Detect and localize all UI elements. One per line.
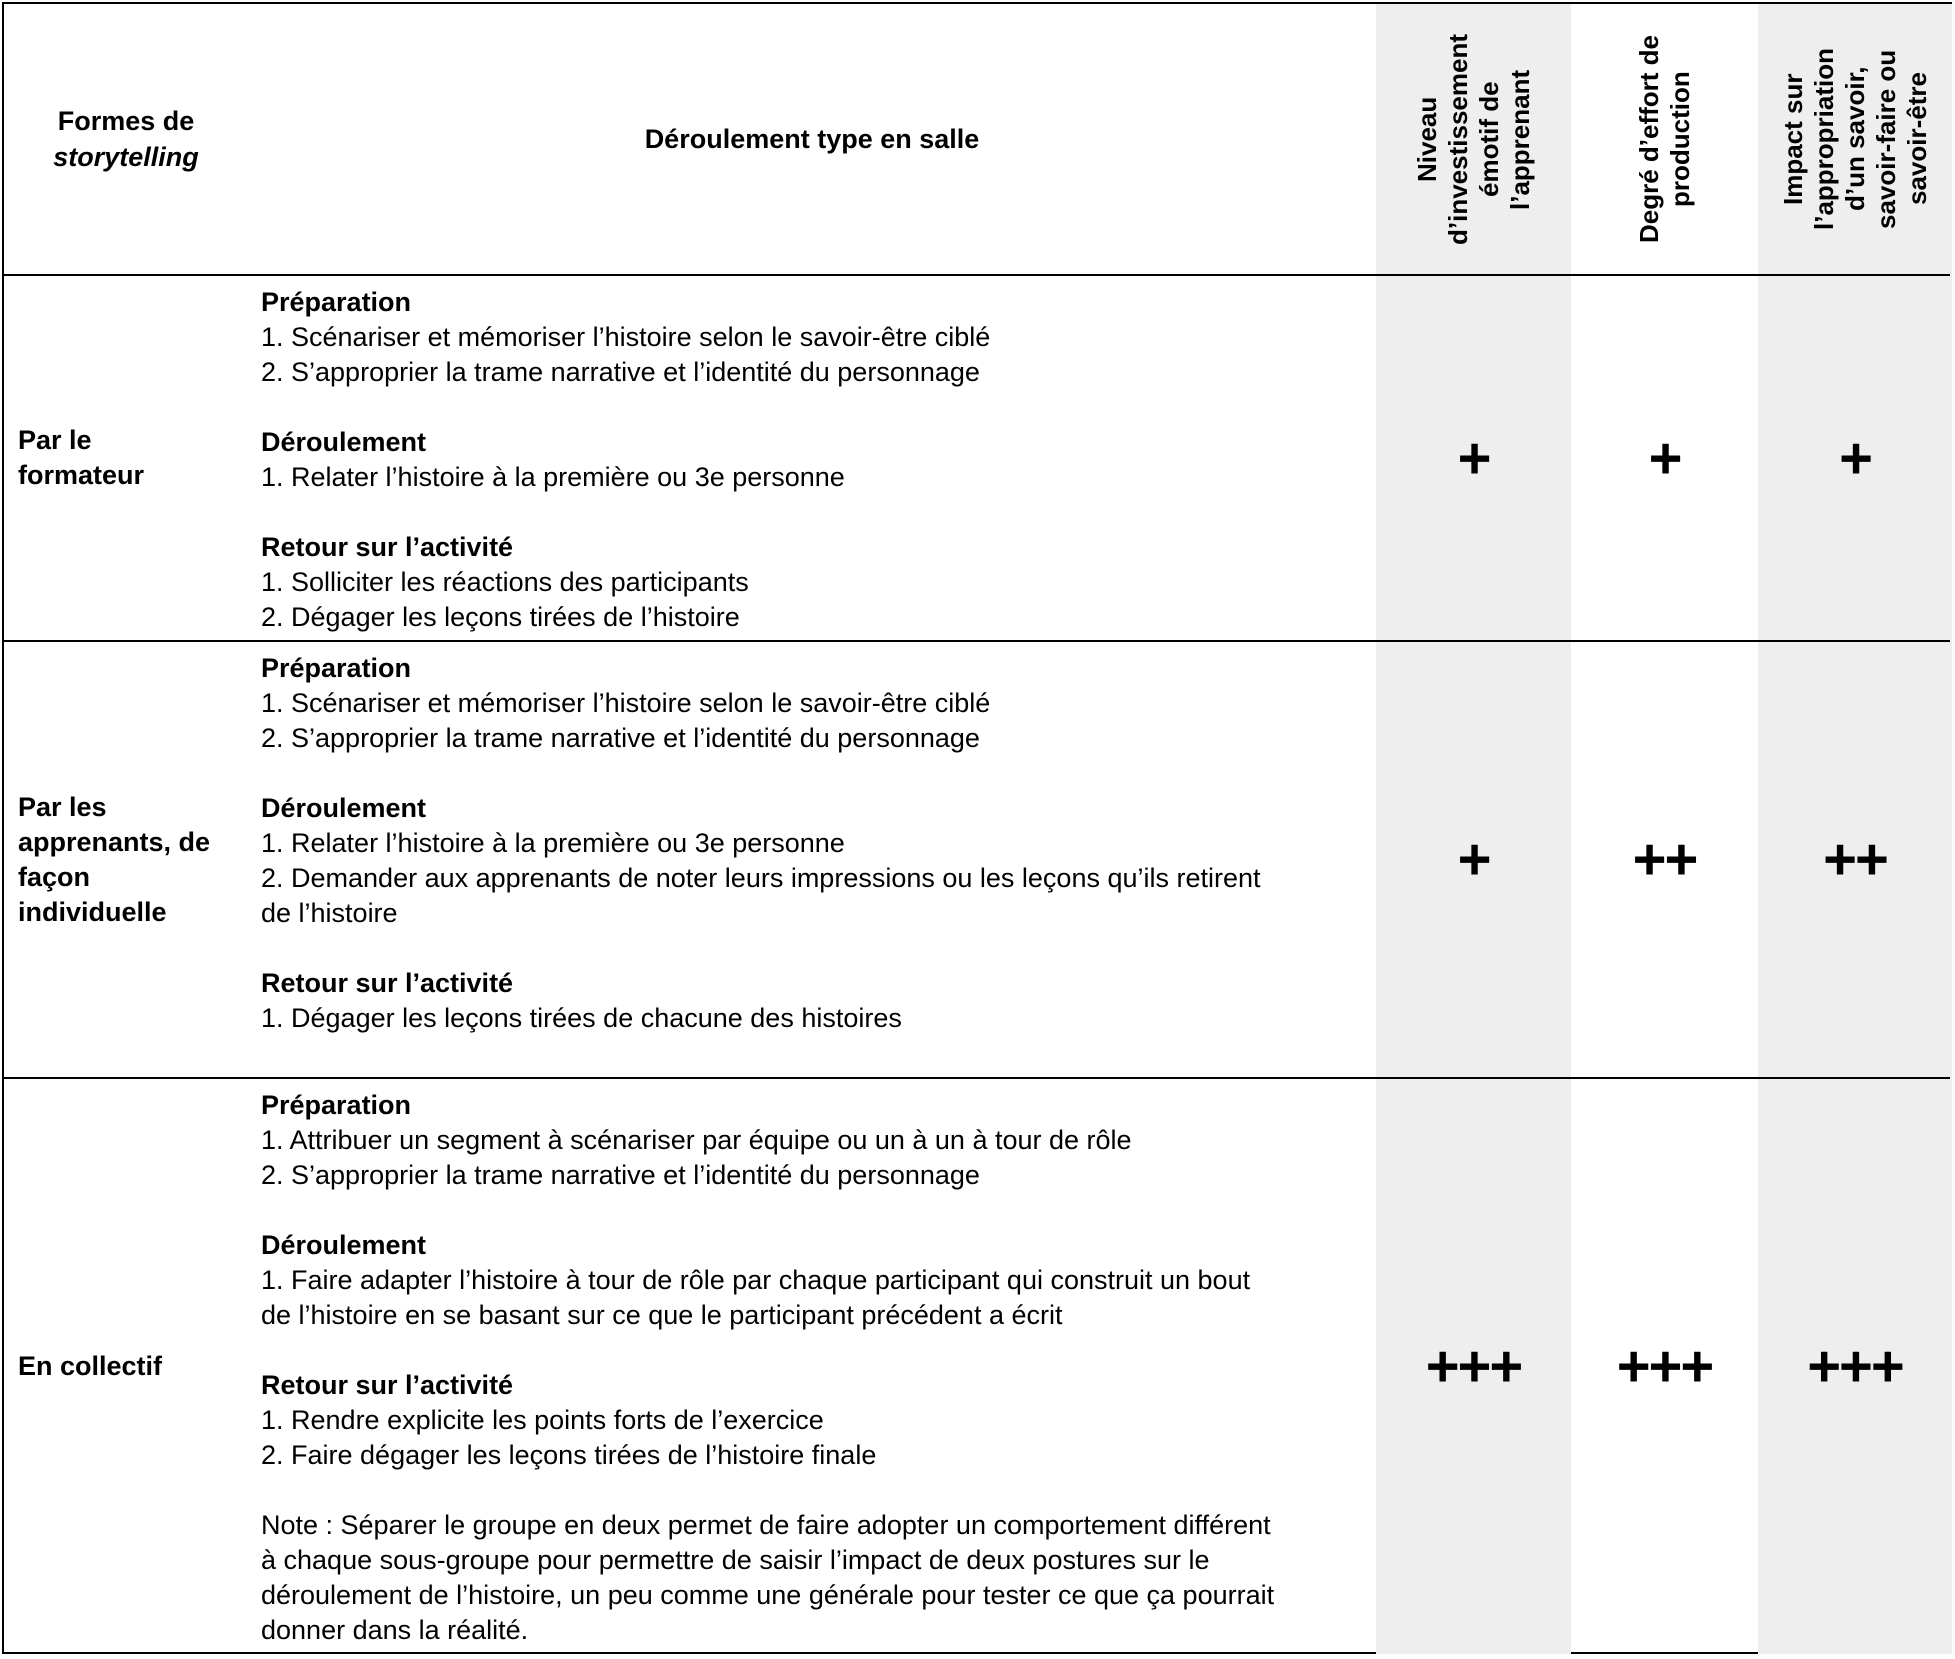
note-line: donner dans la réalité. bbox=[261, 1615, 529, 1645]
step-line: 2. Demander aux apprenants de noter leurs impressions ou les leçons qu’ils retirent bbox=[261, 863, 1261, 893]
header-col2-line: Degré d’effort de bbox=[1633, 34, 1664, 244]
header-col1-line: l’apprenant bbox=[1504, 68, 1535, 210]
step-line: 1. Relater l’histoire à la première ou 3e personne bbox=[261, 828, 845, 858]
storytelling-table bbox=[2, 2, 1952, 1654]
row-label-collectif bbox=[18, 1079, 248, 1654]
step-line: 2. S’approprier la trame narrative et l’identité du personnage bbox=[261, 357, 980, 387]
header-col3-line: savoir-être bbox=[1901, 72, 1932, 206]
section-title-deroulement: Déroulement bbox=[261, 1230, 427, 1260]
section-title-retour: Retour sur l’activité bbox=[261, 968, 514, 998]
row-content-formateur bbox=[261, 285, 1376, 635]
rating-investissement: +++ bbox=[1425, 1334, 1522, 1399]
step-line: 1. Rendre explicite les points forts de l’exercice bbox=[261, 1405, 824, 1435]
step-line: de l’histoire en se basant sur ce que le participant précédent a écrit bbox=[261, 1300, 1063, 1330]
rating-impact: +++ bbox=[1807, 1334, 1903, 1399]
rating-investissement: + bbox=[1457, 827, 1490, 892]
row-label-apprenants bbox=[18, 642, 248, 1077]
rating-impact: + bbox=[1839, 425, 1871, 491]
header-col3-line: d’un savoir, bbox=[1839, 66, 1870, 212]
section-title-deroulement: Déroulement bbox=[261, 793, 427, 823]
header-col2-line: production bbox=[1664, 71, 1695, 207]
section-title-retour: Retour sur l’activité bbox=[261, 1370, 514, 1400]
section-title-preparation: Préparation bbox=[261, 287, 412, 317]
step-line: 2. S’approprier la trame narrative et l’identité du personnage bbox=[261, 1160, 980, 1190]
header-col3-line: Impact sur bbox=[1777, 73, 1808, 205]
row-label-line: Par les bbox=[18, 791, 107, 822]
header-col3-line: l’appropriation bbox=[1808, 48, 1839, 230]
header-deroulement: Déroulement type en salle bbox=[644, 123, 980, 154]
rating-effort: + bbox=[1648, 425, 1681, 491]
step-line: 1. Faire adapter l’histoire à tour de rôle par chaque participant qui construit un bout bbox=[261, 1265, 1251, 1295]
step-line: de l’histoire bbox=[261, 898, 398, 928]
note-line: à chaque sous-groupe pour permettre de saisir l’impact de deux postures sur le bbox=[261, 1545, 1210, 1575]
note-line: Note : Séparer le groupe en deux permet de faire adopter un comportement différent bbox=[261, 1510, 1271, 1540]
step-line: 1. Relater l’histoire à la première ou 3e personne bbox=[261, 462, 845, 492]
step-line: 1. Dégager les leçons tirées de chacune des histoires bbox=[261, 1003, 902, 1033]
header-col1-line: Niveau bbox=[1411, 96, 1442, 182]
header-forms bbox=[4, 4, 248, 274]
step-line: 2. S’approprier la trame narrative et l’identité du personnage bbox=[261, 723, 980, 753]
row-label-line: façon bbox=[18, 861, 91, 892]
step-line: 1. Scénariser et mémoriser l’histoire selon le savoir-être ciblé bbox=[261, 688, 991, 718]
rating-effort: +++ bbox=[1616, 1334, 1713, 1399]
header-impact bbox=[1758, 4, 1952, 274]
rating-investissement: + bbox=[1457, 425, 1490, 491]
row-label-line: Par le bbox=[18, 425, 92, 455]
section-title-preparation: Préparation bbox=[261, 1090, 412, 1120]
header-col1-line: d’investissement bbox=[1442, 33, 1473, 245]
row-label-line: formateur bbox=[18, 460, 145, 490]
step-line: 1. Solliciter les réactions des participants bbox=[261, 567, 749, 597]
row-label-line: En collectif bbox=[18, 1351, 163, 1381]
section-title-deroulement: Déroulement bbox=[261, 427, 427, 457]
header-effort bbox=[1571, 4, 1758, 274]
header-investissement bbox=[1376, 4, 1571, 274]
row-label-line: individuelle bbox=[18, 896, 167, 927]
row-content-collectif bbox=[261, 1088, 1376, 1648]
header-forms-line1: Formes de bbox=[57, 106, 195, 136]
row-content-apprenants bbox=[261, 651, 1376, 1036]
section-title-preparation: Préparation bbox=[261, 653, 412, 683]
section-title-retour: Retour sur l’activité bbox=[261, 532, 514, 562]
header-forms-line2: storytelling bbox=[53, 142, 199, 172]
step-line: 1. Scénariser et mémoriser l’histoire selon le savoir-être ciblé bbox=[261, 322, 991, 352]
row-label-formateur bbox=[18, 276, 248, 640]
note-line: déroulement de l’histoire, un peu comme une générale pour tester ce que ça pourrait bbox=[261, 1580, 1275, 1610]
rating-effort: ++ bbox=[1632, 827, 1697, 892]
row-label-line: apprenants, de bbox=[18, 826, 211, 857]
step-line: 2. Dégager les leçons tirées de l’histoire bbox=[261, 602, 740, 632]
header-col1-line: émotif de bbox=[1473, 81, 1504, 197]
header-col3-line: savoir-faire ou bbox=[1870, 49, 1901, 229]
step-line: 1. Attribuer un segment à scénariser par équipe ou un à un à tour de rôle bbox=[261, 1125, 1132, 1155]
rating-impact: ++ bbox=[1823, 827, 1887, 892]
step-line: 2. Faire dégager les leçons tirées de l’histoire finale bbox=[261, 1440, 877, 1470]
